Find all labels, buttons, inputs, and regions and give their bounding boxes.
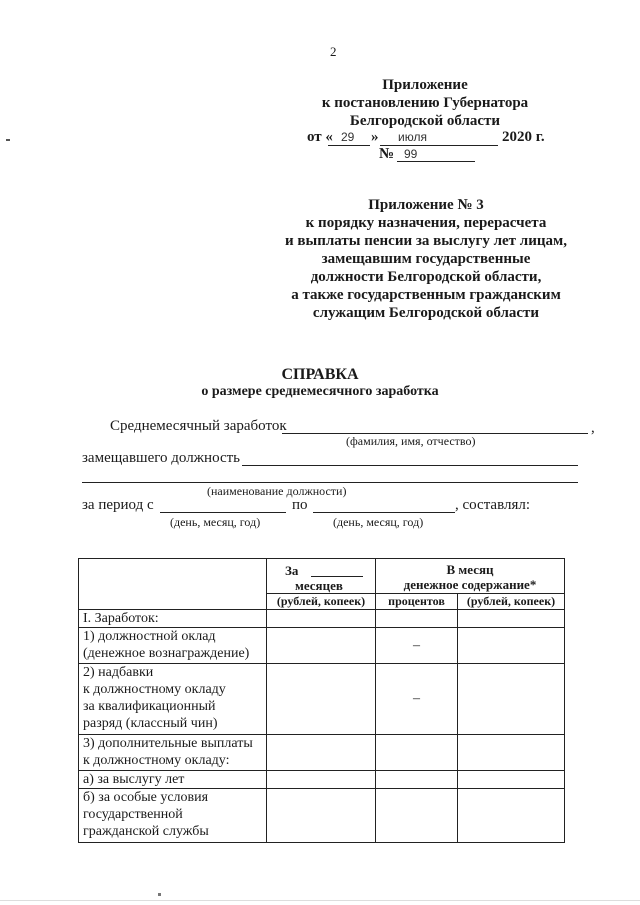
position-line[interactable] (242, 465, 578, 466)
appendix3-line: Приложение № 3 (368, 197, 484, 213)
cell-empty[interactable] (267, 789, 376, 843)
appendix3-line: а также государственным гражданским (291, 287, 561, 303)
row-label-line: к должностному окладу: (83, 753, 230, 768)
cell-empty[interactable] (458, 771, 565, 789)
position-line-2[interactable] (82, 482, 578, 483)
earnings-table (78, 558, 565, 843)
appendix3-line: замещавшим государственные (321, 251, 531, 267)
page-number: 2 (330, 44, 337, 59)
date-to-line[interactable] (313, 512, 455, 513)
position-hint: (наименование должности) (207, 484, 347, 498)
row-label-line: б) за особые условия (83, 790, 209, 805)
cell-empty[interactable] (458, 664, 565, 735)
appendix3-line: должности Белгородской области, (310, 269, 542, 285)
row-label-line: государственной (83, 807, 183, 822)
month-value: июля (398, 130, 427, 144)
date-from-line[interactable] (160, 512, 286, 513)
header-salary: денежное содержание* (403, 577, 537, 592)
cell-empty[interactable] (376, 735, 458, 771)
fio-hint: (фамилия, имя, отчество) (346, 434, 476, 448)
appendix-title: Приложение (382, 77, 468, 93)
cell-empty[interactable] (376, 610, 458, 628)
day-line (328, 145, 370, 146)
table-row (79, 735, 565, 771)
date-prefix: от « (307, 129, 333, 145)
subheader-rub-2: (рублей, копеек) (458, 594, 565, 610)
cell-empty[interactable] (458, 610, 565, 628)
cell-empty[interactable] (376, 771, 458, 789)
year: 2020 г. (502, 129, 545, 145)
month-line (380, 145, 498, 146)
row-label-line: 1) должностной оклад (83, 629, 216, 644)
header-months: месяцев (295, 578, 343, 593)
cell-empty[interactable] (458, 735, 565, 771)
doc-title: СПРАВКА (281, 366, 359, 383)
row-label-line: (денежное вознаграждение) (83, 646, 250, 661)
fio-comma: , (591, 420, 595, 436)
row-label-line: за квалификационный (83, 699, 216, 714)
doc-subtitle: о размере среднемесячного заработка (201, 384, 439, 399)
cell-empty[interactable] (267, 735, 376, 771)
table-row (79, 789, 565, 843)
cell-empty[interactable] (267, 610, 376, 628)
row-label-line: гражданской службы (83, 824, 209, 839)
cell-empty[interactable] (267, 771, 376, 789)
cell-empty[interactable] (458, 789, 565, 843)
months-blank-line[interactable] (311, 576, 363, 577)
row-label (79, 628, 267, 664)
row-label (79, 735, 267, 771)
header-monthly: В месяц (446, 562, 494, 577)
table-row (79, 771, 565, 789)
date-mid: » (371, 129, 379, 145)
cell-empty[interactable] (376, 789, 458, 843)
row-label-line: 2) надбавки (83, 665, 154, 680)
row-label-line: 3) дополнительные выплаты (83, 736, 253, 751)
cell-empty[interactable] (267, 664, 376, 735)
number-prefix: № (379, 146, 395, 162)
row-label (79, 789, 267, 843)
cell-empty[interactable] (267, 628, 376, 664)
appendix3-line: и выплаты пенсии за выслугу лет лицам, (285, 233, 567, 249)
day-value: 29 (341, 130, 355, 144)
table-row (79, 610, 565, 628)
appendix3-block (270, 196, 582, 322)
earnings-label: Среднемесячный заработок (110, 418, 287, 434)
appendix-line3: Белгородской области (349, 113, 501, 129)
table-row (79, 664, 565, 735)
period-result: , составлял: (455, 497, 531, 513)
row-label-line: к должностному окладу (83, 682, 226, 697)
scan-edge (0, 900, 640, 901)
subheader-percent: процентов (376, 594, 458, 610)
table-header-row (79, 559, 565, 594)
position-label: замещавшего должность (82, 450, 240, 466)
table-row (79, 628, 565, 664)
header-monthly-cell (376, 559, 565, 594)
date-hint-from: (день, месяц, год) (170, 515, 261, 529)
period-to-label: по (292, 497, 308, 513)
row-label: I. Заработок: (79, 610, 267, 628)
appendix3-line: к порядку назначения, перерасчета (305, 215, 547, 231)
appendix3-line: служащим Белгородской области (312, 305, 540, 321)
date-hint-to: (день, месяц, год) (333, 515, 424, 529)
header-months-cell (267, 559, 376, 594)
header-za: За (285, 563, 299, 578)
period-from-label: за период с (82, 497, 154, 513)
cell-dash: – (376, 628, 458, 664)
cell-dash: – (376, 664, 458, 735)
row-label-line: разряд (классный чин) (83, 716, 218, 731)
appendix-line2: к постановлению Губернатора (321, 95, 529, 111)
number-value: 99 (404, 147, 418, 161)
row-label (79, 664, 267, 735)
row-label: а) за выслугу лет (79, 771, 267, 789)
number-line (397, 161, 475, 162)
subheader-rub-1: (рублей, копеек) (267, 594, 376, 610)
scan-mark (6, 139, 10, 141)
scan-mark (158, 893, 161, 896)
cell-empty[interactable] (458, 628, 565, 664)
header-empty-cell (79, 559, 267, 610)
